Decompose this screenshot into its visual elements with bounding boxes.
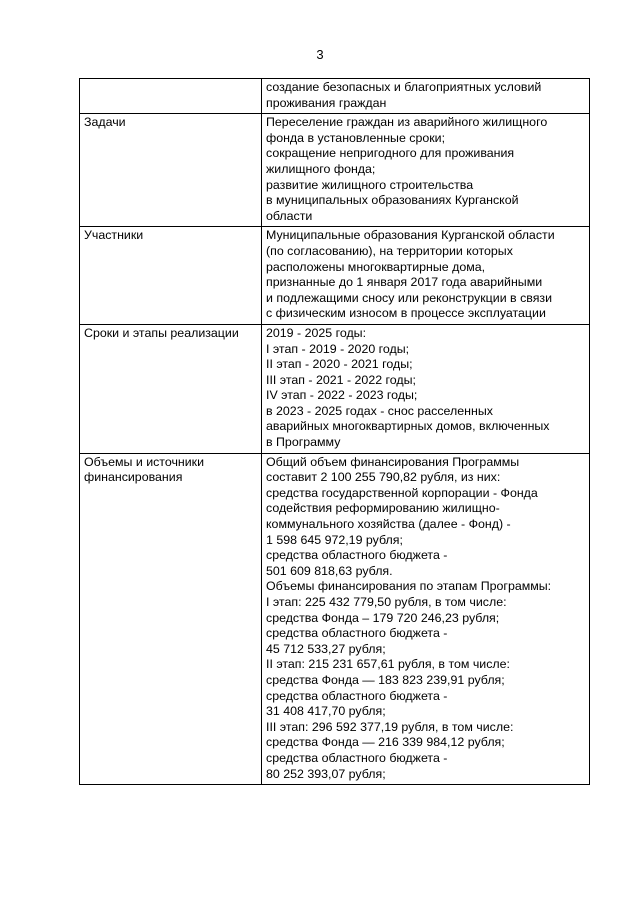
- row-content-line: в муниципальных образованиях Курганской: [266, 193, 519, 208]
- row-content-line: расположены многоквартирные дома,: [266, 259, 486, 274]
- row-label-cell: [80, 324, 262, 453]
- row-content-cell: [262, 324, 590, 453]
- row-content-line: в Программу: [266, 435, 341, 450]
- row-content-line: 45 712 533,27 рубля;: [266, 641, 386, 656]
- row-content-line: средства областного бюджета -: [266, 548, 448, 563]
- row-content-line: 31 408 417,70 рубля;: [266, 704, 386, 719]
- row-content-line: II этап: 215 231 657,61 рубля, в том числе:: [266, 657, 510, 672]
- row-content-line: 80 252 393,07 рубля;: [266, 766, 386, 781]
- row-content-cell: [262, 114, 590, 227]
- row-label-text: Сроки и этапы реализации: [84, 325, 239, 340]
- row-label-text: финансирования: [84, 470, 183, 485]
- row-content-line: средства Фонда — 216 339 984,12 рубля;: [266, 735, 505, 750]
- program-passport-table: [79, 78, 590, 785]
- row-content-cell: [262, 453, 590, 784]
- row-content-line: I этап - 2019 - 2020 годы;: [266, 341, 410, 356]
- row-content-line: жилищного фонда;: [266, 161, 376, 176]
- table-row-financing: [80, 453, 590, 784]
- row-content-line: (по согласованию), на территории которых: [266, 243, 513, 258]
- row-content-line: Общий объем финансирования Программы: [266, 454, 520, 469]
- row-content-line: создание безопасных и благоприятных условий: [266, 80, 542, 94]
- row-content-line: признанные до 1 января 2017 года аварийными: [266, 275, 543, 290]
- row-content-line: аварийных многоквартирных домов, включенных: [266, 419, 550, 434]
- row-content-line: средства Фонда — 183 823 239,91 рубля;: [266, 672, 505, 687]
- row-content-line: Муниципальные образования Курганской области: [266, 228, 555, 243]
- row-content-line: I этап: 225 432 779,50 рубля, в том числе:: [266, 595, 507, 609]
- row-content-line: фонда в установленные сроки;: [266, 130, 446, 145]
- page-number: 3: [316, 47, 324, 62]
- row-label-cell: [80, 114, 262, 227]
- row-content-line: 2019 - 2025 годы:: [266, 325, 367, 340]
- table-row-goals-continued: [80, 79, 590, 114]
- row-label-text: Задачи: [84, 115, 126, 130]
- table-row-timeline: [80, 324, 590, 453]
- row-content-line: средства областного бюджета -: [266, 688, 448, 703]
- row-content-line: составит 2 100 255 790,82 рубля, из них:: [266, 470, 501, 485]
- row-content-line: средства Фонда – 179 720 246,23 рубля;: [266, 610, 500, 625]
- row-content-line: в 2023 - 2025 годах - снос расселенных: [266, 403, 493, 418]
- row-content-line: и подлежащими сносу или реконструкции в связи: [266, 290, 553, 305]
- row-content-line: III этап - 2021 - 2022 годы;: [266, 372, 416, 387]
- row-content-line: III этап: 296 592 377,19 рубля, в том числе:: [266, 719, 514, 734]
- row-label-text: Участники: [84, 228, 144, 243]
- row-content-line: Объемы финансирования по этапам Программы:: [266, 579, 552, 594]
- row-content-line: области: [266, 208, 313, 223]
- row-content-line: 1 598 645 972,19 рубля;: [266, 532, 403, 547]
- row-label-cell: [80, 79, 262, 114]
- row-content-line: с физическим износом в процессе эксплуатации: [266, 306, 546, 321]
- row-content-line: 501 609 818,63 рубля.: [266, 563, 393, 578]
- table-row-tasks: [80, 114, 590, 227]
- row-content-line: сокращение непригодного для проживания: [266, 146, 515, 161]
- row-content-cell: [262, 227, 590, 325]
- row-label-cell: [80, 227, 262, 325]
- row-content-line: средства государственной корпорации - Фонда: [266, 485, 538, 500]
- row-content-line: проживания граждан: [266, 95, 387, 110]
- row-content-cell: [262, 79, 590, 114]
- row-content-line: коммунального хозяйства (далее - Фонд) -: [266, 517, 511, 532]
- row-label-text: Объемы и источники: [84, 454, 205, 469]
- row-content-line: Переселение граждан из аварийного жилищного: [266, 115, 548, 130]
- row-content-line: развитие жилищного строительства: [266, 177, 474, 192]
- row-content-line: средства областного бюджета -: [266, 626, 448, 641]
- row-content-line: средства областного бюджета -: [266, 750, 448, 765]
- row-content-line: содействия реформированию жилищно-: [266, 501, 500, 516]
- row-label-cell: [80, 453, 262, 784]
- table-row-participants: [80, 227, 590, 325]
- row-content-line: II этап - 2020 - 2021 годы;: [266, 357, 413, 372]
- row-content-line: IV этап - 2022 - 2023 годы;: [266, 388, 418, 403]
